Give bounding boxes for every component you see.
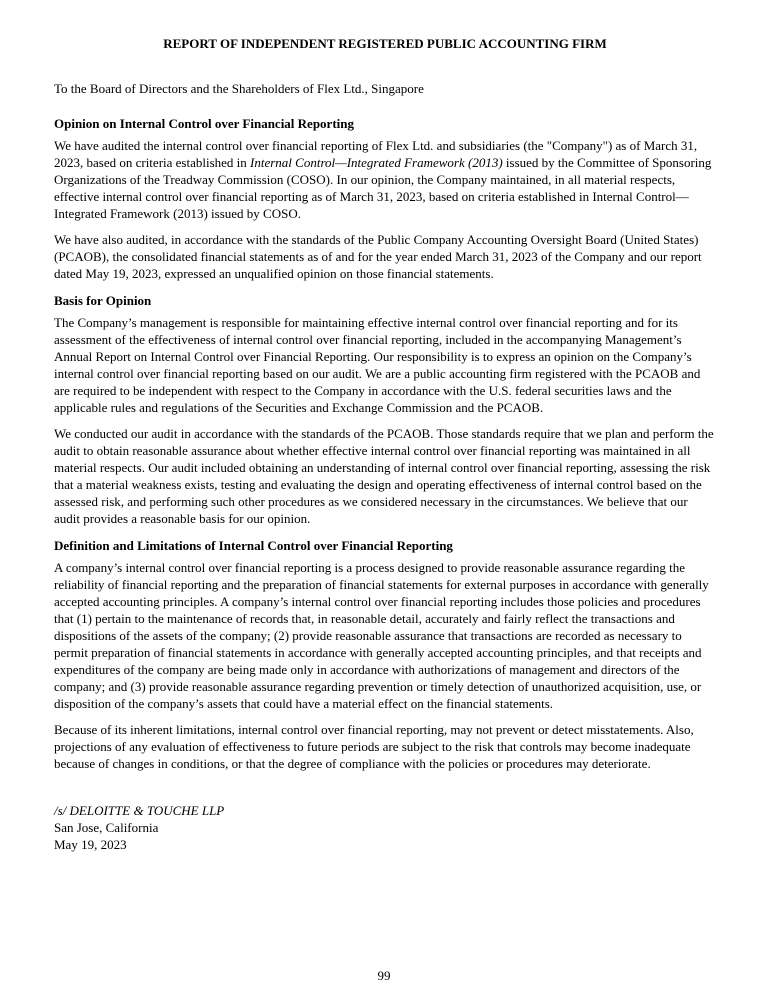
signature-date: May 19, 2023 (54, 837, 127, 852)
signature-block (54, 802, 716, 853)
addressee-line: To the Board of Directors and the Shareholders of Flex Ltd., Singapore (54, 81, 424, 96)
heading-opinion-on-internal-control: Opinion on Internal Control over Financial Reporting (54, 116, 354, 131)
definition-paragraph-2: Because of its inherent limitations, internal control over financial reporting, may not prevent or detect misstatements. Also, projections of any evaluation of effectiveness to future periods are subject to the risk that controls may become inadequate because of changes in conditions, or that the degree of compliance with the policies or procedures may deteriorate. (54, 722, 694, 771)
report-title: REPORT OF INDEPENDENT REGISTERED PUBLIC ACCOUNTING FIRM (163, 36, 607, 51)
signature-city: San Jose, California (54, 820, 159, 835)
heading-definition-and-limitations: Definition and Limitations of Internal Control over Financial Reporting (54, 538, 453, 553)
heading-basis-for-opinion: Basis for Opinion (54, 293, 152, 308)
signature-firm-name: /s/ DELOITTE & TOUCHE LLP (54, 803, 225, 818)
framework-title-italic: Internal Control—Integrated Framework (2013) (250, 155, 503, 170)
opinion-p1-text-after-italic: issued by the Committee of Sponsoring Organizations of the Treadway Commission (COSO). In our opinion, the Company maintained, in all material respects, effective internal control over financial reporting as of March 31, 2023, based on criteria established in Internal Control—Integrated Framework (2013) issued by COSO. (54, 155, 712, 221)
opinion-paragraph-1 (54, 137, 716, 222)
opinion-p1-text-before-italic: We have audited the internal control over financial reporting of Flex Ltd. and subsidiaries (the "Company") as of March 31, 2023, based on criteria established in (54, 138, 698, 170)
definition-paragraph-1: A company’s internal control over financial reporting is a process designed to provide reasonable assurance regarding the reliability of financial reporting and the preparation of financial statements for external purposes in accordance with generally accepted accounting principles. A company’s internal control over financial reporting includes those policies and procedures that (1) pertain to the maintenance of records that, in reasonable detail, accurately and fairly reflect the transactions and dispositions of the assets of the company; (2) provide reasonable assurance that transactions are recorded as necessary to permit preparation of financial statements in accordance with generally accepted accounting principles, and that receipts and expenditures of the company are being made only in accordance with authorizations of management and directors of the company; and (3) provide reasonable assurance regarding prevention or timely detection of unauthorized acquisition, use, or disposition of the company’s assets that could have a material effect on the financial statements. (54, 560, 709, 711)
basis-paragraph-2: We conducted our audit in accordance with the standards of the PCAOB. Those standards require that we plan and perform the audit to obtain reasonable assurance about whether effective internal control over financial reporting was maintained in all material respects. Our audit included obtaining an understanding of internal control over financial reporting, assessing the risk that a material weakness exists, testing and evaluating the design and operating effectiveness of internal control based on the assessed risk, and performing such other procedures as we considered necessary in the circumstances. We believe that our audit provides a reasonable basis for our opinion. (54, 426, 714, 526)
basis-paragraph-1: The Company’s management is responsible for maintaining effective internal control over financial reporting and for its assessment of the effectiveness of internal control over financial reporting, included in the accompanying Management’s Annual Report on Internal Control over Financial Reporting. Our responsibility is to express an opinion on the Company’s internal control over financial reporting based on our audit. We are a public accounting firm registered with the PCAOB and are required to be independent with respect to the Company in accordance with the U.S. federal securities laws and the applicable rules and regulations of the Securities and Exchange Commission and the PCAOB. (54, 315, 701, 415)
opinion-paragraph-2: We have also audited, in accordance with the standards of the Public Company Accounting Oversight Board (United States) (PCAOB), the consolidated financial statements as of and for the year ended March 31, 2023 of the Company and our report dated May 19, 2023, expressed an unqualified opinion on those financial statements. (54, 232, 702, 281)
page-number: 99 (377, 968, 391, 983)
